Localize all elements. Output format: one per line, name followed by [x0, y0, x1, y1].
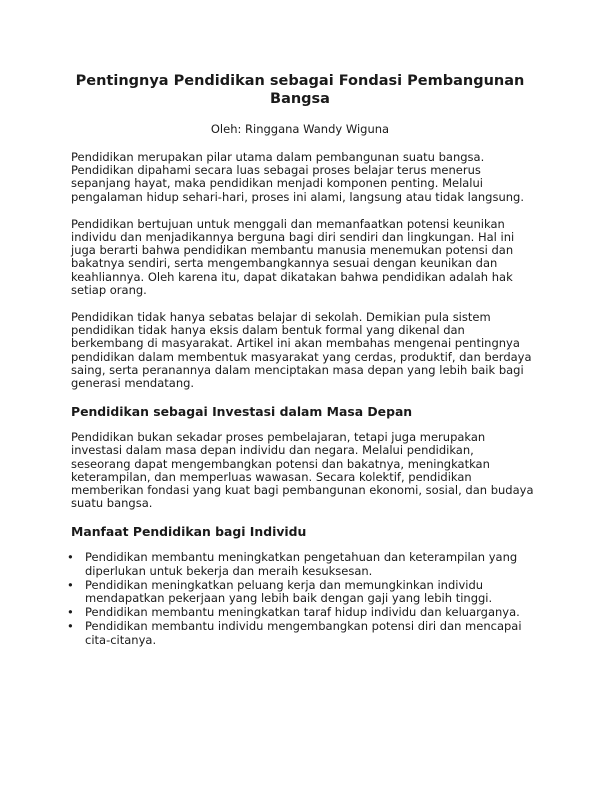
list-item — [67, 550, 535, 578]
list-item-text: Pendidikan membantu individu mengembangkan potensi diri dan mencapai cita-citanya. — [85, 619, 522, 647]
bullet-icon: • — [67, 619, 74, 634]
list-item — [67, 577, 535, 606]
list-item-text: Pendidikan membantu meningkatkan taraf hidup individu dan keluarganya. — [85, 605, 520, 620]
section-heading-investasi: Pendidikan sebagai Investasi dalam Masa Depan — [71, 404, 413, 420]
list-item-text: Pendidikan membantu meningkatkan pengetahuan dan keterampilan yang diperlukan untuk bekerja dan meraih kesuksesan. — [85, 550, 518, 578]
intro-paragraph: Pendidikan tidak hanya sebatas belajar di sekolah. Demikian pula sistem pendidikan tidak hanya eksis dalam bentuk formal yang dikenal dan berkembang di masyarakat. Artikel ini akan membahas mengenai pentingnya pendidikan dalam membentuk masyarakat yang cerdas, produktif, dan berdaya saing, serta peranannya dalam menciptakan masa depan yang lebih baik bagi generasi mendatang. — [71, 310, 532, 391]
section-heading-manfaat: Manfaat Pendidikan bagi Individu — [71, 524, 307, 540]
author-byline: Oleh: Ringgana Wandy Wiguna — [210, 122, 390, 136]
list-item — [67, 619, 535, 647]
intro-paragraph: Pendidikan bertujuan untuk menggali dan memanfaatkan potensi keunikan individu dan menjadikannya berguna bagi diri sendiri dan lingkungan. Hal ini juga berarti bahwa pendidikan membantu manusia menemukan potensi dan bakatnya sendiri, serta mengembangkannya sesuai dengan keunikan dan keahliannya. Oleh karena itu, dapat dikatakan bahwa pendidikan adalah hak setiap orang. — [71, 216, 515, 297]
document-body — [67, 150, 535, 648]
document-title: Pentingnya Pendidikan sebagai Fondasi Pembangunan Bangsa — [75, 73, 525, 107]
bullet-icon: • — [67, 605, 74, 620]
list-item — [67, 605, 535, 620]
bullet-icon: • — [67, 577, 74, 592]
section-paragraph-investasi: Pendidikan bukan sekadar proses pembelajaran, tetapi juga merupakan investasi dalam masa depan individu dan negara. Melalui pendidikan, seseorang dapat mengembangkan potensi dan bakatnya, meningkatkan keterampilan, dan memperluas wawasan. Secara kolektif, pendidikan memberikan fondasi yang kuat bagi pembangunan ekonomi, sosial, dan budaya suatu bangsa. — [71, 430, 534, 511]
list-item-text: Pendidikan meningkatkan peluang kerja dan memungkinkan individu mendapatkan pekerjaan yang lebih baik dengan gaji yang lebih tinggi. — [85, 577, 493, 606]
intro-paragraph: Pendidikan merupakan pilar utama dalam pembangunan suatu bangsa. Pendidikan dipahami secara luas sebagai proses belajar terus menerus sepanjang hayat, maka pendidikan menjadi komponen penting. Melalui pengalaman hidup sehari-hari, proses ini alami, langsung atau tidak langsung. — [71, 150, 524, 204]
benefits-list — [67, 550, 535, 647]
bullet-icon: • — [67, 550, 74, 565]
